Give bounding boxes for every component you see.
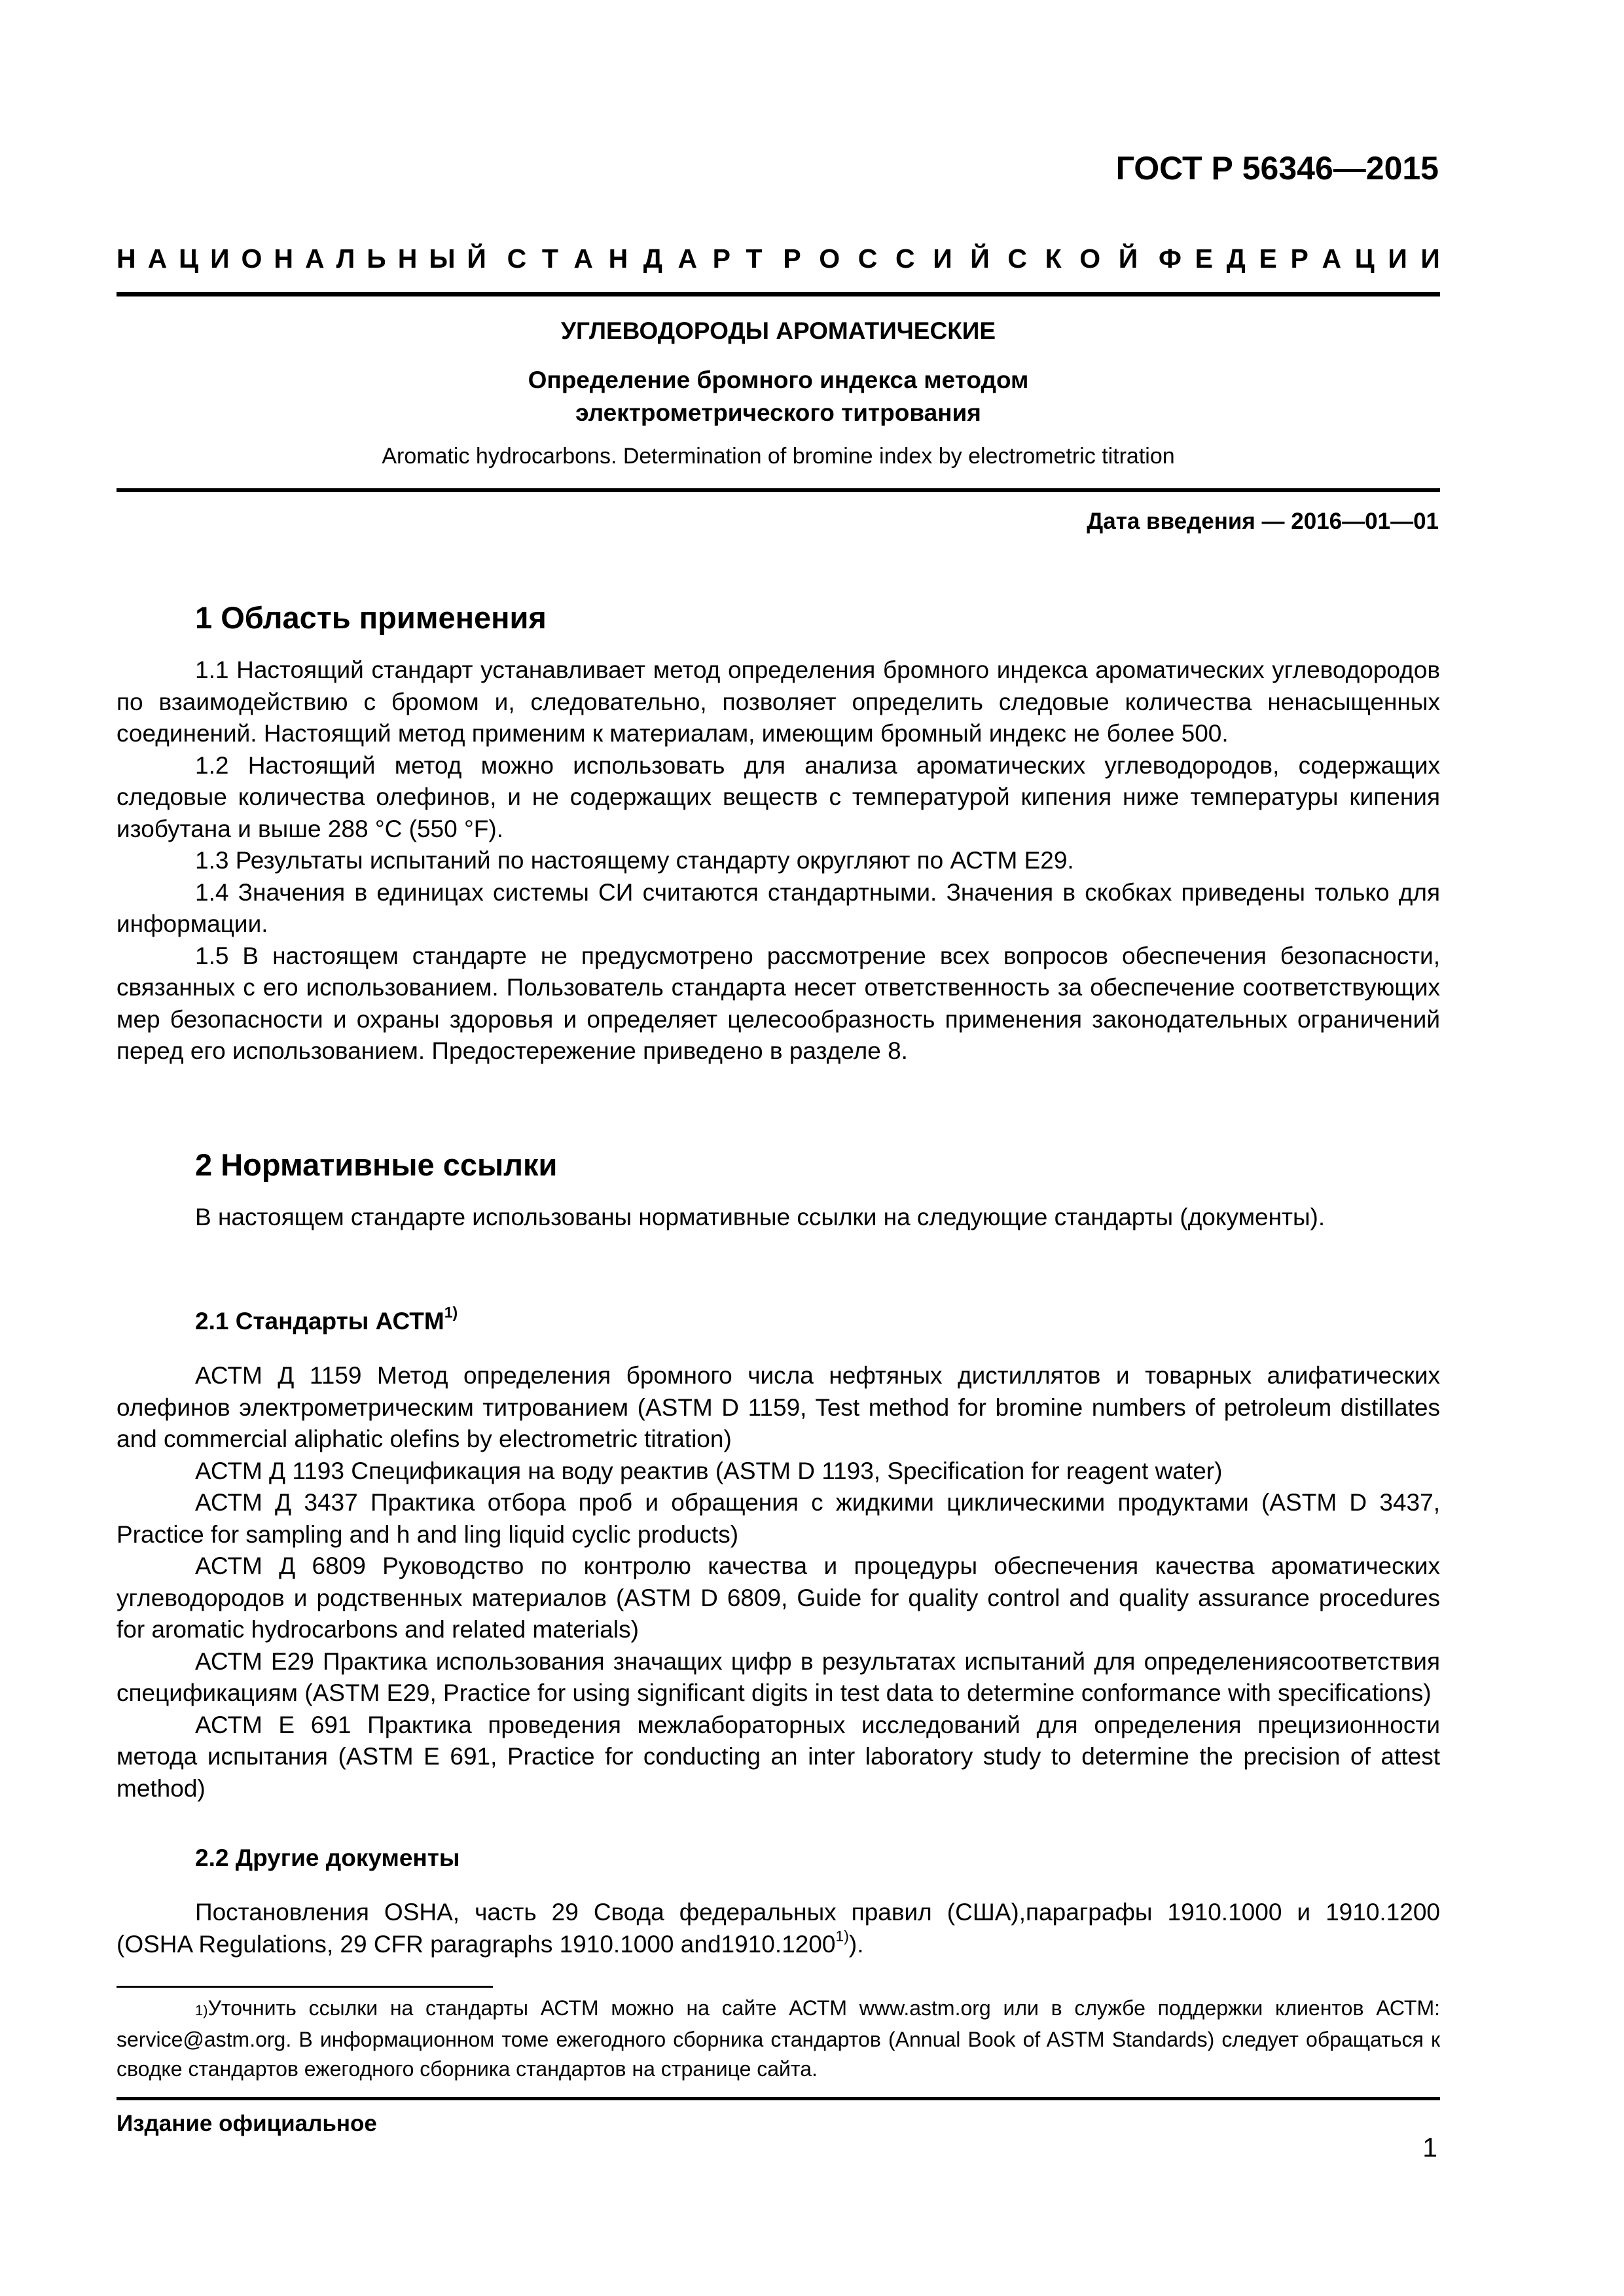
subtitle-line: электрометрического титрования [575, 399, 981, 426]
banner-letter: Т [541, 243, 558, 274]
banner-letter: Ь [367, 243, 386, 274]
standard-id: ГОСТ Р 56346—2015 [1115, 150, 1439, 187]
paragraph: 1.5 В настоящем стандарте не предусмотрено рассмотрение всех вопросов обеспечения безопасности, связанных с его использованием. Пользователь стандарта несет ответственность за обеспечение соответствующих мер безопасности и охраны здоровья и определяет целесообразность применения законодательных ограничений перед его использованием. Предостережение приведено в разделе 8. [117, 942, 1440, 1064]
page-number: 1 [1422, 2132, 1437, 2162]
banner-letter: Т [746, 243, 763, 274]
official-edition-label: Издание официальное [117, 2111, 377, 2136]
footnote-paragraph [117, 1994, 1440, 2084]
reference-item: АСТМ Е29 Практика использования значащих цифр в результатах испытаний для определениясоответствия спецификациям (ASTM E29, Practice for using significant digits in test data to determine conformance with specifications) [117, 1647, 1440, 1706]
banner-letter: Н [608, 243, 628, 274]
banner-letter: Й [1118, 243, 1138, 274]
banner-word [783, 243, 1138, 274]
banner-letter: И [210, 243, 230, 274]
footnote-separator [117, 1986, 493, 1988]
subtitle-line: Определение бромного индекса методом [528, 367, 1029, 393]
banner-letter: О [1079, 243, 1101, 274]
banner-word [507, 243, 763, 274]
banner-letter: Н [397, 243, 418, 274]
banner-letter: Ц [179, 243, 199, 274]
introduction-date: Дата введения — 2016—01—01 [1087, 509, 1439, 534]
banner-letter: С [895, 243, 915, 274]
banner-letter: И [933, 243, 952, 274]
paragraph-text-end: ). [848, 1930, 864, 1958]
footnote-text: Уточнить ссылки на стандарты АСТМ можно на сайте АСТМ www.astm.org или в службе поддержки клиентов АСТМ: service@astm.org. В информационном томе ежегодного сборника стандартов (Annual Book of ASTM Standards) следует обращаться к сводке стандартов ежегодного сборника стандартов на странице сайта. [117, 1996, 1440, 2081]
reference-item: АСТМ Д 1193 Спецификация на воду реактив (ASTM D 1193, Specification for reagent water) [195, 1457, 1223, 1484]
reference-item: АСТМ Д 3437 Практика отбора проб и обращения с жидкими циклическими продуктами (ASTM D 3437, Practice for sampling and h and ling liquid cyclic products) [117, 1489, 1440, 1548]
banner-letter: С [507, 243, 527, 274]
subsection-title: 2.1 Стандарты АСТМ [195, 1308, 444, 1335]
banner-letter: А [677, 243, 698, 274]
reference-item: АСТМ Е 691 Практика проведения межлабораторных исследований для определения прецизионности метода испытания (ASTM E 691, Practice for conducting an inter laboratory study to determine the precision of attest method) [117, 1711, 1440, 1802]
banner-word [1159, 243, 1440, 274]
banner-letter: Д [643, 243, 662, 274]
title-divider [117, 488, 1440, 492]
banner-letter: Ц [1354, 243, 1375, 274]
banner-letter: Р [1290, 243, 1308, 274]
paragraph: 1.4 Значения в единицах системы СИ считаются стандартными. Значения в скобках приведены только для информации. [117, 878, 1440, 937]
section-heading: 1 Область применения [195, 600, 547, 635]
document-subtitle [117, 364, 1440, 429]
subsection-heading [195, 1304, 458, 1335]
footnote-reference: 1) [835, 1927, 849, 1945]
footnote [117, 1994, 1440, 2084]
section1-body [117, 655, 1440, 1067]
banner-letter: Е [1259, 243, 1277, 274]
banner-letter: А [1322, 243, 1342, 274]
english-title: Aromatic hydrocarbons. Determination of bromine index by electrometric titration [382, 444, 1175, 469]
banner-letter: О [241, 243, 262, 274]
banner-letter: Ы [429, 243, 456, 274]
document-title: УГЛЕВОДОРОДЫ АРОМАТИЧЕСКИЕ [560, 317, 996, 344]
footnote-reference: 1) [444, 1304, 458, 1321]
top-divider [117, 292, 1440, 296]
astm-references [117, 1360, 1440, 1804]
paragraph [117, 1897, 1440, 1960]
banner-letter: Ф [1158, 243, 1182, 274]
banner-word [117, 243, 486, 274]
banner-letter: Л [336, 243, 355, 274]
banner-letter: К [1045, 243, 1062, 274]
banner-letter: Й [467, 243, 486, 274]
banner-letter: Й [970, 243, 990, 274]
banner-letter: Р [783, 243, 801, 274]
banner-letter: И [1420, 243, 1440, 274]
banner-letter: С [857, 243, 878, 274]
section-heading: 2 Нормативные ссылки [195, 1147, 558, 1182]
bottom-divider [117, 2097, 1440, 2100]
banner-letter: Е [1195, 243, 1213, 274]
banner-letter: А [573, 243, 594, 274]
banner-letter: О [819, 243, 840, 274]
other-documents [117, 1897, 1440, 1960]
banner-letter: А [304, 243, 325, 274]
reference-item: АСТМ Д 1159 Метод определения бромного числа нефтяных дистиллятов и товарных алифатических олефинов электрометрическим титрованием (ASTM D 1159, Test method for bromine numbers of petroleum distillates and commercial aliphatic olefins by electrometric titration) [117, 1362, 1440, 1452]
banner-letter: И [1388, 243, 1407, 274]
banner-letter: Н [117, 243, 136, 274]
paragraph: В настоящем стандарте использованы нормативные ссылки на следующие стандарты (документы). [195, 1204, 1326, 1230]
banner-letter: С [1007, 243, 1027, 274]
reference-item: АСТМ Д 6809 Руководство по контролю качества и процедуры обеспечения качества ароматических углеводородов и родственных материалов (ASTM D 6809, Guide for quality control and quality assurance procedures for aromatic hydrocarbons and related materials) [117, 1552, 1440, 1643]
national-standard-banner [117, 243, 1440, 274]
footnote-mark: 1) [195, 2002, 208, 2018]
paragraph: 1.1 Настоящий стандарт устанавливает метод определения бромного индекса ароматических углеводородов по взаимодействию с бромом и, следовательно, позволяет определить следовые количества ненасыщенных соединений. Настоящий метод применим к материалам, имеющим бромный индекс не более 500. [117, 656, 1440, 747]
subsection-heading: 2.2 Другие документы [195, 1844, 460, 1871]
section2-intro [117, 1202, 1440, 1234]
paragraph: 1.3 Результаты испытаний по настоящему стандарту округляют по АСТМ Е29. [195, 847, 1074, 874]
banner-letter: Н [274, 243, 293, 274]
banner-letter: А [147, 243, 168, 274]
paragraph-text: Постановления OSHA, часть 29 Свода федеральных правил (США),параграфы 1910.1000 и 1910.1200 (OSHA Regulations, 29 CFR paragraphs 1910.1000 and1910.1200 [117, 1899, 1440, 1958]
paragraph: 1.2 Настоящий метод можно использовать для анализа ароматических углеводородов, содержащих следовые количества олефинов, и не содержащих веществ с температурой кипения ниже температуры кипения изобутана и выше 288 °С (550 °F). [117, 751, 1440, 842]
banner-letter: Д [1226, 243, 1246, 274]
banner-letter: Р [712, 243, 731, 274]
